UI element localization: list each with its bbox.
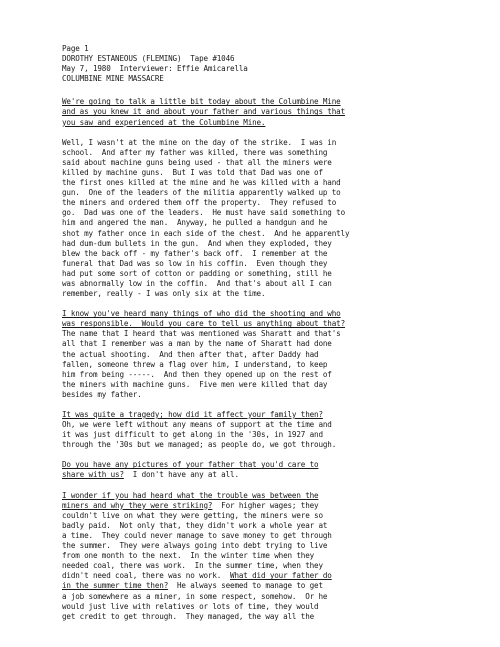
answer-text: besides my father.	[62, 389, 142, 399]
answer-text: would just live with relatives or lots of time, they would	[62, 601, 319, 611]
text-line	[62, 259, 470, 269]
answer-text: needed coal, there was work. In the summer time, when they	[62, 561, 323, 571]
question-text: What did your father do	[230, 571, 332, 581]
answer-text: The name that I heard that was mentioned was Sharatt and that's	[62, 329, 341, 339]
answer-text: fallen, someone threw a flag over him, I understand, to keep	[62, 359, 328, 369]
answer-text: get credit to get through. They managed, the way all the	[62, 611, 315, 621]
paragraph	[62, 460, 470, 480]
answer-text: the actual shooting. And then after that, after Daddy had	[62, 349, 319, 359]
answer-text: school. And after my father was killed, there was something	[62, 147, 328, 157]
text-line	[62, 289, 470, 299]
text-line	[62, 521, 470, 531]
answer-text: go. Dad was one of the leaders. He must have said something to	[62, 208, 345, 218]
answer-text: couldn't live on what they were getting, the miners were so	[62, 510, 323, 520]
text-line	[62, 239, 470, 249]
text-line	[62, 491, 470, 501]
answer-text: I don't have any at all.	[123, 470, 239, 480]
text-line	[62, 279, 470, 289]
answer-text: shot my father once in each side of the chest. And he apparently	[62, 228, 350, 238]
question-text: and as you knew it and about your father and various things that	[62, 107, 345, 117]
document-title: COLUMBINE MINE MASSACRE	[62, 74, 164, 84]
text-line	[62, 208, 470, 218]
answer-text: the summer. They were always going into debt trying to live	[62, 541, 328, 551]
question-text: you saw and experienced at the Columbine Mine.	[62, 117, 266, 127]
text-line	[62, 511, 470, 521]
text-line	[62, 319, 470, 329]
answer-text: killed by machine guns. But I was told that Dad was one of	[62, 167, 323, 177]
text-line	[62, 470, 470, 480]
question-text: I know you've heard many things of who did the shooting and who	[62, 309, 341, 319]
answer-text: He always seemed to manage to get	[168, 581, 323, 591]
text-line	[62, 107, 470, 117]
answer-text: was abnormally low in the coffin. And that's about all I can	[62, 278, 332, 288]
paragraph	[62, 491, 470, 622]
answer-text: from one month to the next. In the winter time when they	[62, 551, 315, 561]
answer-text: Oh, we were left without any means of support at the time and	[62, 420, 332, 430]
text-line	[62, 430, 470, 440]
page-number: Page 1	[62, 44, 89, 53]
answer-text: a time. They could never manage to save money to get through	[62, 530, 332, 540]
answer-text: him from being -----. And then they opened up on the rest of	[62, 369, 332, 379]
text-line	[62, 612, 470, 622]
answer-text: the miners and ordered them off the property. They refused to	[62, 198, 337, 208]
text-line	[62, 350, 470, 360]
text-line	[62, 229, 470, 239]
text-line	[62, 501, 470, 511]
question-text: was responsible. Would you care to tell us anything about that?	[62, 319, 345, 329]
text-line	[62, 158, 470, 168]
date-interviewer: May 7, 1980 Interviewer: Effie Amicarella	[62, 64, 248, 74]
text-line	[62, 460, 470, 470]
answer-text: Well, I wasn't at the mine on the day of the strike. I was in	[62, 137, 337, 147]
paragraph	[62, 410, 470, 450]
question-text: I wonder if you had heard what the trouble was between the	[62, 490, 319, 500]
text-line	[62, 420, 470, 430]
text-line	[62, 380, 470, 390]
text-line	[62, 370, 470, 380]
text-line	[62, 198, 470, 208]
paragraph	[62, 97, 470, 127]
question-text: We're going to talk a little bit today about the Columbine Mine	[62, 97, 341, 107]
text-line	[62, 97, 470, 107]
answer-text: gun. One of the leaders of the militia apparently walked up to	[62, 188, 341, 198]
text-line	[62, 571, 470, 581]
text-line	[62, 561, 470, 571]
text-line	[62, 329, 470, 339]
text-line	[62, 178, 470, 188]
document-header	[62, 44, 470, 84]
question-text: share with us?	[62, 470, 124, 480]
answer-text: all that I remember was a man by the name of Sharatt had done	[62, 339, 332, 349]
text-line	[62, 541, 470, 551]
text-line	[62, 531, 470, 541]
answer-text: didn't need coal, there was no work.	[62, 571, 231, 581]
answer-text: the miners with machine guns. Five men were killed that day	[62, 379, 328, 389]
answer-text: the first ones killed at the mine and he was killed with a hand	[62, 178, 341, 188]
text-line	[62, 138, 470, 148]
question-text: It was quite a tragedy; how did it affect your family then?	[62, 410, 323, 419]
answer-text: through the '30s but we managed; as people do, we got through.	[62, 440, 337, 450]
answer-text: blew the back off - my father's back off. I remember at the	[62, 248, 328, 258]
text-line	[62, 269, 470, 279]
paragraph	[62, 309, 470, 400]
answer-text: had put some sort of cotton or padding or something, still he	[62, 268, 332, 278]
question-text: Do you have any pictures of your father that you'd care to	[62, 460, 319, 470]
answer-text: said about machine guns being used - that all the miners were	[62, 157, 332, 167]
question-text: miners and why they were striking?	[62, 500, 213, 510]
answer-text: For higher wages; they	[212, 500, 319, 510]
text-line	[62, 440, 470, 450]
answer-text: funeral that Dad was so low in his coffin. Even though they	[62, 258, 328, 268]
answer-text: it was just difficult to get along in the '30s, in 1927 and	[62, 430, 323, 440]
text-line	[62, 168, 470, 178]
transcript-body	[62, 97, 470, 621]
answer-text: badly paid. Not only that, they didn't work a whole year at	[62, 520, 328, 530]
text-line	[62, 602, 470, 612]
answer-text: remember, really - I was only six at the time.	[62, 289, 266, 299]
answer-text: had dum-dum bullets in the gun. And when they exploded, they	[62, 238, 332, 248]
paragraph	[62, 138, 470, 300]
text-line	[62, 309, 470, 319]
question-text: in the summer time then?	[62, 581, 169, 591]
answer-text: a job somewhere as a miner, in some respect, somehow. Or he	[62, 591, 328, 601]
text-line	[62, 148, 470, 158]
text-line	[62, 410, 470, 420]
text-line	[62, 551, 470, 561]
text-line	[62, 592, 470, 602]
text-line	[62, 218, 470, 228]
text-line	[62, 360, 470, 370]
answer-text: him and angered the man. Anyway, he pulled a handgun and he	[62, 218, 328, 228]
text-line	[62, 581, 470, 591]
text-line	[62, 390, 470, 400]
text-line	[62, 249, 470, 259]
interviewee-tape: DOROTHY ESTANEOUS (FLEMING) Tape #1046	[62, 54, 235, 64]
text-line	[62, 188, 470, 198]
text-line	[62, 339, 470, 349]
text-line	[62, 118, 470, 128]
